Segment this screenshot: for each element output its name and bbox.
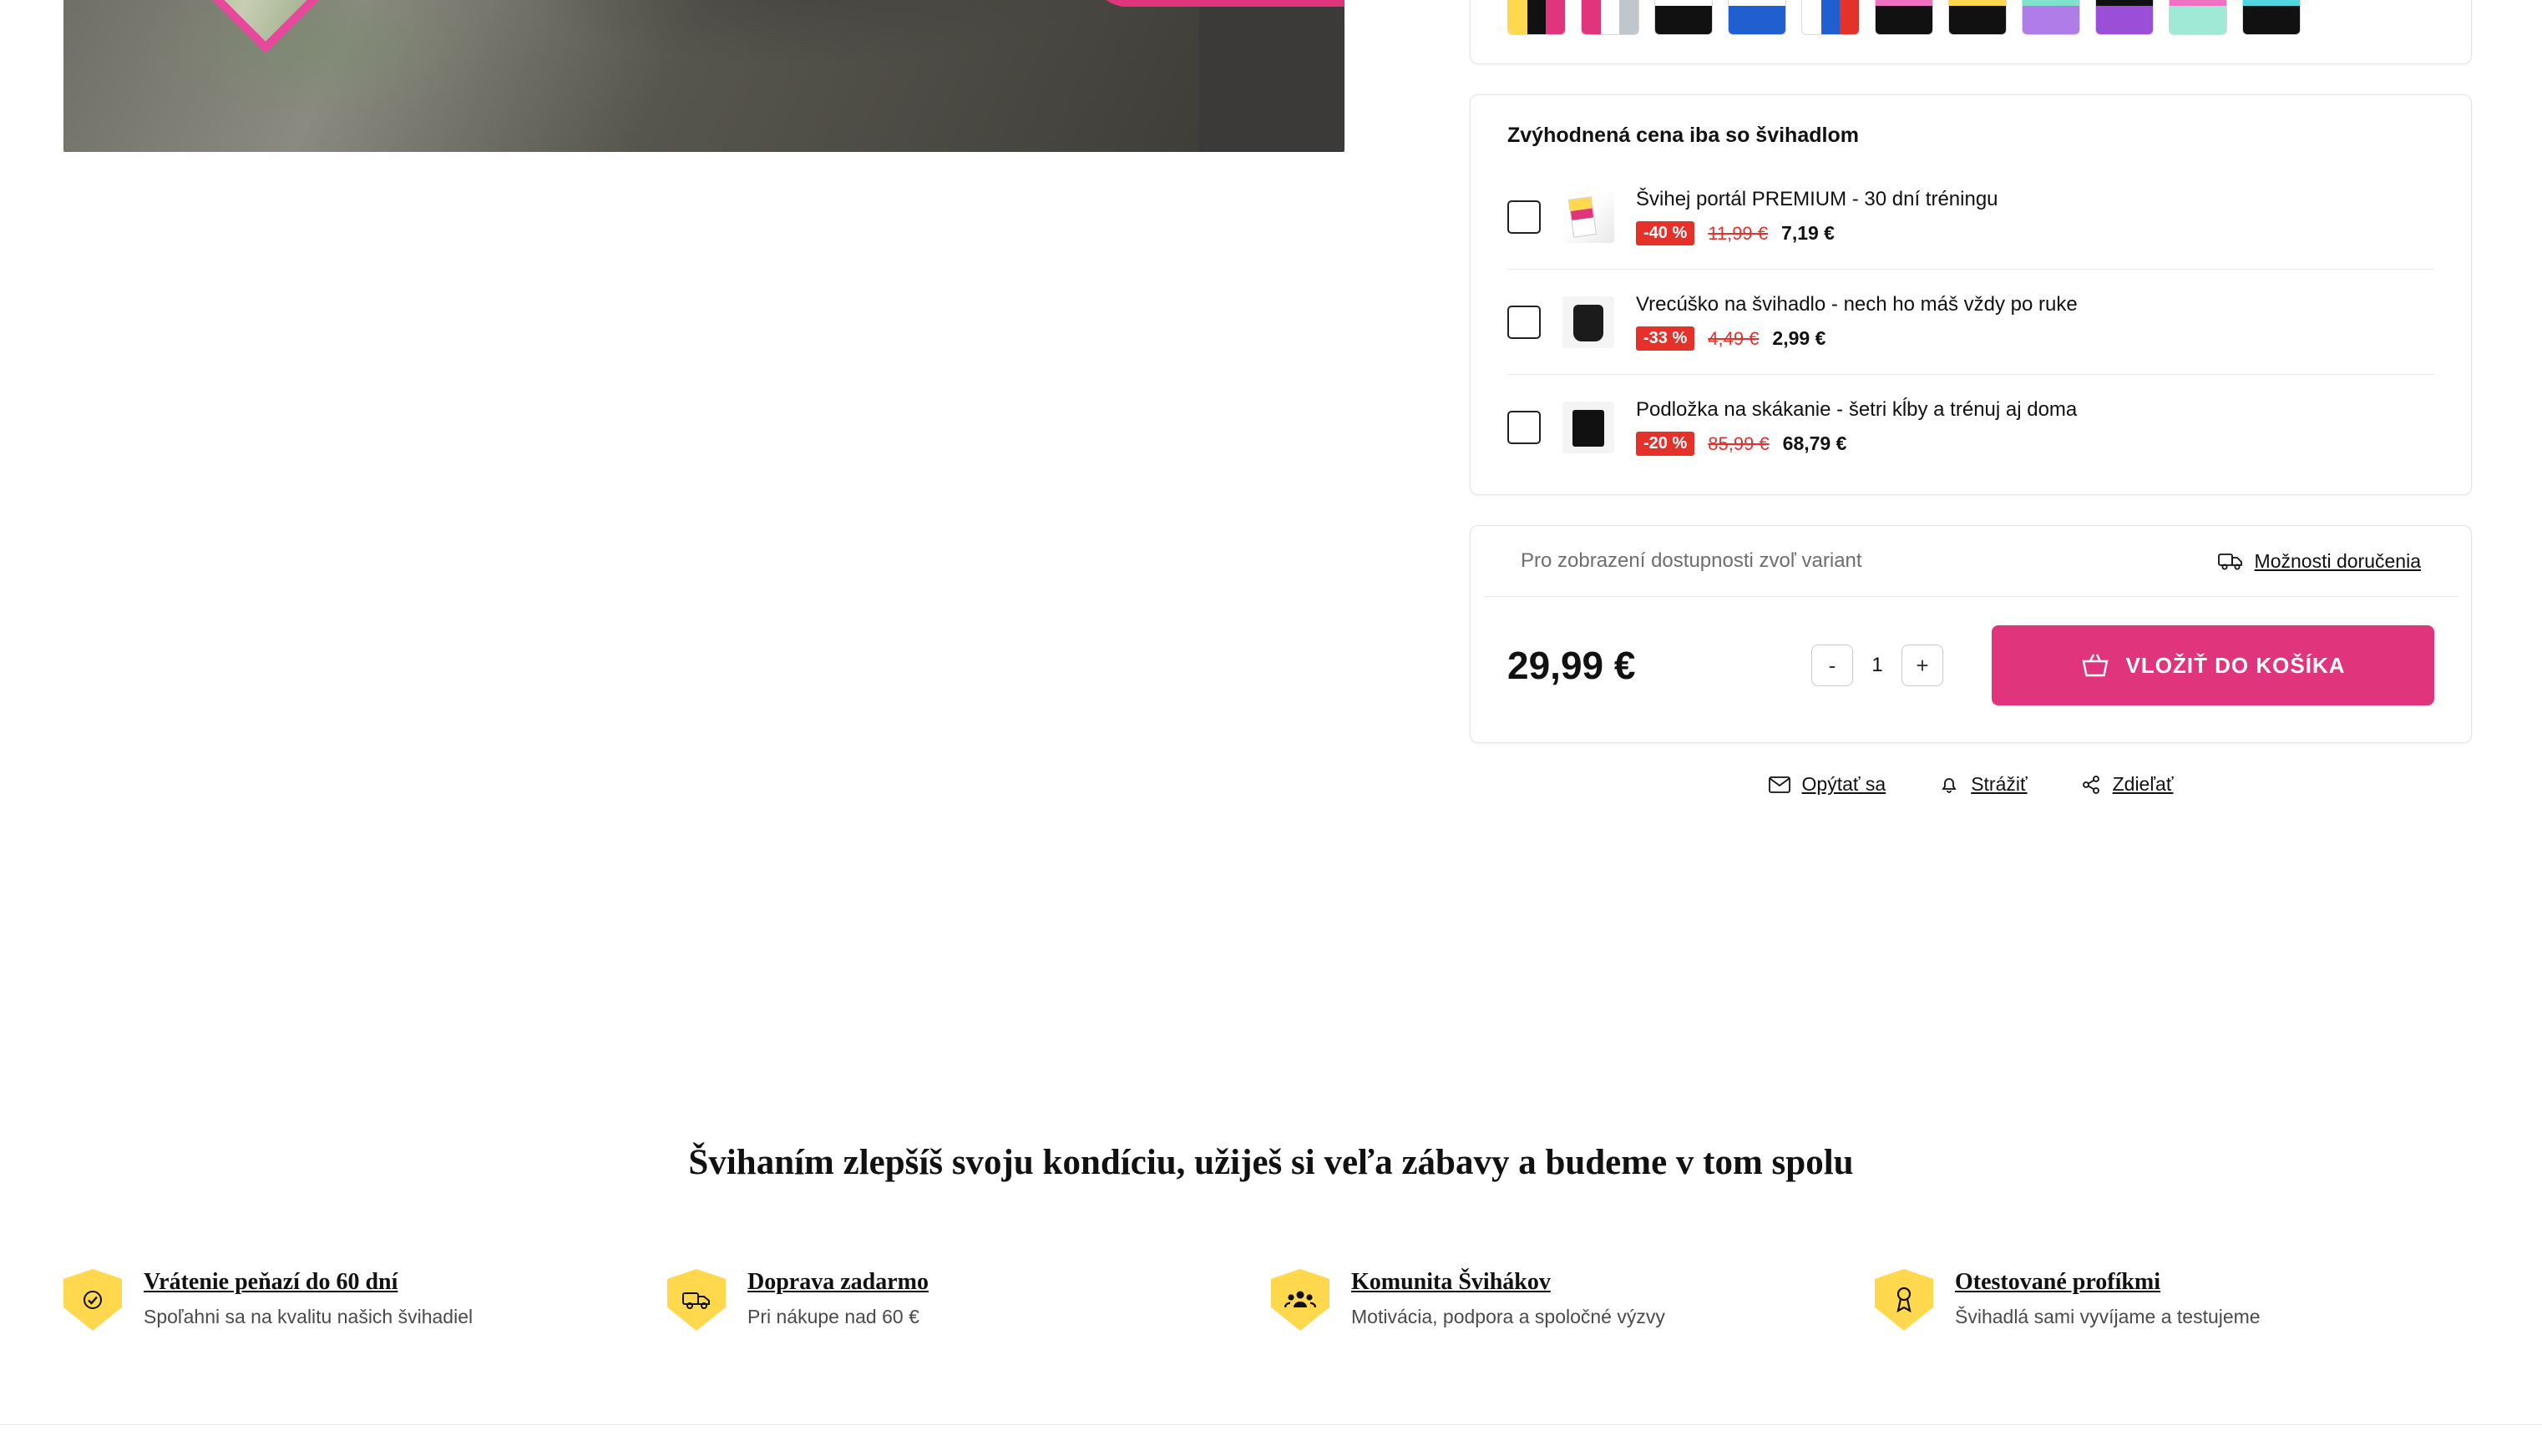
swatch-band bbox=[1729, 6, 1785, 34]
availability-text: Pro zobrazení dostupnosti zvoľ variant bbox=[1521, 549, 1862, 572]
swatch-band bbox=[1582, 0, 1601, 34]
addon-price-old: 85,99 € bbox=[1708, 432, 1770, 454]
addon-prices bbox=[1636, 432, 2434, 456]
quantity-value: 1 bbox=[1871, 654, 1883, 676]
bottom-divider bbox=[0, 1424, 2542, 1425]
swatch-band bbox=[2023, 0, 2079, 6]
truck-icon bbox=[667, 1269, 726, 1331]
availability-row bbox=[1484, 526, 2458, 597]
quantity-increase-button[interactable]: + bbox=[1901, 645, 1943, 686]
benefit-item bbox=[63, 1269, 667, 1331]
addon-info bbox=[1636, 398, 2434, 456]
swatch-band bbox=[2170, 0, 2226, 6]
swatch-band bbox=[1802, 0, 1821, 34]
benefit-item bbox=[1271, 1269, 1875, 1331]
promo-background-image bbox=[63, 0, 1199, 152]
addon-title: Podložka na skákanie - šetri kĺby a trénuj aj doma bbox=[1636, 398, 2078, 421]
color-swatch-ruzova-mentolova[interactable] bbox=[2169, 0, 2227, 35]
addon-discount-badge: -40 % bbox=[1636, 221, 1694, 245]
swatch-band bbox=[1655, 0, 1712, 6]
addon-discount-badge: -20 % bbox=[1636, 432, 1694, 456]
ask-action[interactable] bbox=[1769, 773, 1886, 796]
swatch-band bbox=[1619, 0, 1638, 34]
benefit-subtitle: Spoľahni sa na kvalitu našich švihadiel bbox=[144, 1306, 473, 1327]
benefit-text bbox=[144, 1269, 473, 1328]
addon-prices bbox=[1636, 221, 2434, 245]
color-swatch-ruzova-cierna[interactable] bbox=[1875, 0, 1933, 35]
addon-thumbnail-bag bbox=[1562, 296, 1614, 348]
addon-price-old: 11,99 € bbox=[1708, 222, 1769, 244]
swatch-band bbox=[2096, 6, 2153, 34]
addon-price-new: 68,79 € bbox=[1782, 432, 1847, 454]
addon-checkbox-bag[interactable] bbox=[1507, 306, 1541, 339]
addon-title: Švihej portál PREMIUM - 30 dní tréningu bbox=[1636, 188, 1998, 210]
benefits-row bbox=[63, 1269, 2479, 1331]
shield-check-icon bbox=[63, 1269, 122, 1331]
benefit-subtitle: Pri nákupe nad 60 € bbox=[747, 1306, 919, 1327]
watch-label: Strážiť bbox=[1971, 773, 2028, 795]
swatch-band bbox=[2023, 6, 2079, 34]
swatch-band bbox=[1527, 0, 1547, 34]
addon-thumbnail-mat bbox=[1562, 402, 1614, 453]
buy-row bbox=[1471, 597, 2471, 742]
addon-row[interactable] bbox=[1507, 375, 2434, 471]
truck-icon bbox=[2218, 552, 2243, 570]
color-swatch-zlta-cierna[interactable] bbox=[1948, 0, 2007, 35]
addon-price-new: 7,19 € bbox=[1781, 222, 1835, 244]
addon-info bbox=[1636, 293, 2434, 351]
swatch-band bbox=[2170, 6, 2226, 34]
swatch-band bbox=[1655, 6, 1712, 34]
color-swatch-tyrkysova-cierna[interactable] bbox=[2242, 0, 2301, 35]
delivery-options[interactable] bbox=[2218, 550, 2421, 573]
swatch-band bbox=[2096, 0, 2153, 6]
addon-thumbnail-premium bbox=[1562, 191, 1614, 243]
color-swatch-mentolova-fialova[interactable] bbox=[2022, 0, 2080, 35]
color-selection-card bbox=[1470, 0, 2472, 64]
swatch-band bbox=[1546, 0, 1565, 34]
addon-discount-badge: -33 % bbox=[1636, 326, 1694, 351]
benefit-item bbox=[667, 1269, 1271, 1331]
swatch-band bbox=[2243, 0, 2300, 6]
color-swatch-biela-cierna[interactable] bbox=[1654, 0, 1713, 35]
share-label: Zdieľať bbox=[2112, 773, 2174, 795]
addon-price-new: 2,99 € bbox=[1772, 327, 1826, 349]
swatch-band bbox=[1876, 6, 1932, 34]
secondary-actions bbox=[1470, 773, 2472, 796]
quantity-stepper[interactable] bbox=[1811, 645, 1943, 686]
addon-price-old: 4,49 € bbox=[1708, 327, 1760, 349]
benefit-item bbox=[1875, 1269, 2479, 1331]
benefit-title[interactable]: Doprava zadarmo bbox=[747, 1269, 929, 1295]
benefit-text bbox=[1955, 1269, 2261, 1328]
swatch-band bbox=[1840, 0, 1859, 34]
color-swatch-biela-modra[interactable] bbox=[1728, 0, 1786, 35]
benefit-subtitle: Švihadlá sami vyvíjame a testujeme bbox=[1955, 1306, 2261, 1327]
addon-row[interactable] bbox=[1507, 164, 2434, 270]
benefit-subtitle: Motivácia, podpora a spoločné výzvy bbox=[1351, 1306, 1665, 1327]
swatch-band bbox=[1508, 0, 1527, 34]
quantity-decrease-button[interactable]: - bbox=[1811, 645, 1853, 686]
purchase-column bbox=[1470, 0, 2472, 796]
addon-row[interactable] bbox=[1507, 270, 2434, 375]
swatch-band bbox=[1949, 6, 2006, 34]
color-swatch-cierna-fialova[interactable] bbox=[2095, 0, 2154, 35]
swatch-band bbox=[1821, 0, 1841, 34]
people-icon bbox=[1271, 1269, 1329, 1331]
mail-icon bbox=[1769, 776, 1790, 793]
add-to-cart-button[interactable] bbox=[1992, 625, 2434, 705]
promo-banner[interactable] bbox=[63, 0, 1344, 152]
color-swatch-zlto-cierna-ruzova[interactable] bbox=[1507, 0, 1566, 35]
swatch-band bbox=[1876, 0, 1932, 6]
addon-info bbox=[1636, 188, 2434, 245]
addon-title: Vrecúško na švihadlo - nech ho máš vždy po ruke bbox=[1636, 293, 2078, 316]
swatch-band bbox=[1949, 0, 2006, 6]
delivery-options-link[interactable]: Možnosti doručenia bbox=[2254, 549, 2421, 572]
swatch-band bbox=[2243, 6, 2300, 34]
addon-checkbox-premium[interactable] bbox=[1507, 200, 1541, 234]
benefits-title: Švihaním zlepšíš svoju kondíciu, užiješ si veľa zábavy a budeme v tom spolu bbox=[688, 1143, 1854, 1182]
color-swatch-ruzova-biela-seda[interactable] bbox=[1581, 0, 1639, 35]
benefit-text bbox=[1351, 1269, 1665, 1328]
medal-icon bbox=[1875, 1269, 1933, 1331]
product-price: 29,99 € bbox=[1507, 644, 1636, 687]
basket-icon bbox=[2081, 652, 2109, 679]
share-action[interactable] bbox=[2081, 773, 2174, 796]
add-to-cart-label: VLOŽIŤ DO KOŠÍKA bbox=[2125, 652, 2346, 678]
benefit-title[interactable]: Otestované profíkmi bbox=[1955, 1269, 2161, 1295]
addon-prices bbox=[1636, 326, 2434, 351]
addons-card bbox=[1470, 94, 2472, 495]
swatch-band bbox=[1729, 0, 1785, 6]
watch-action[interactable] bbox=[1939, 773, 2027, 796]
share-icon bbox=[2081, 775, 2101, 795]
benefit-title[interactable]: Komunita Švihákov bbox=[1351, 1269, 1551, 1295]
benefit-text bbox=[747, 1269, 929, 1328]
buy-card bbox=[1470, 525, 2472, 743]
ask-label: Opýtať sa bbox=[1801, 773, 1886, 795]
swatch-band bbox=[1601, 0, 1620, 34]
benefit-title[interactable]: Vrátenie peňazí do 60 dní bbox=[144, 1269, 398, 1295]
color-swatch-slovenska-trikolora[interactable] bbox=[1801, 0, 1860, 35]
register-button[interactable] bbox=[1092, 0, 1344, 7]
bell-icon bbox=[1939, 775, 1959, 795]
addons-heading: Zvýhodnená cena iba so švihadlom bbox=[1507, 124, 1859, 147]
addon-checkbox-mat[interactable] bbox=[1507, 411, 1541, 444]
color-swatch-row bbox=[1507, 0, 2434, 35]
